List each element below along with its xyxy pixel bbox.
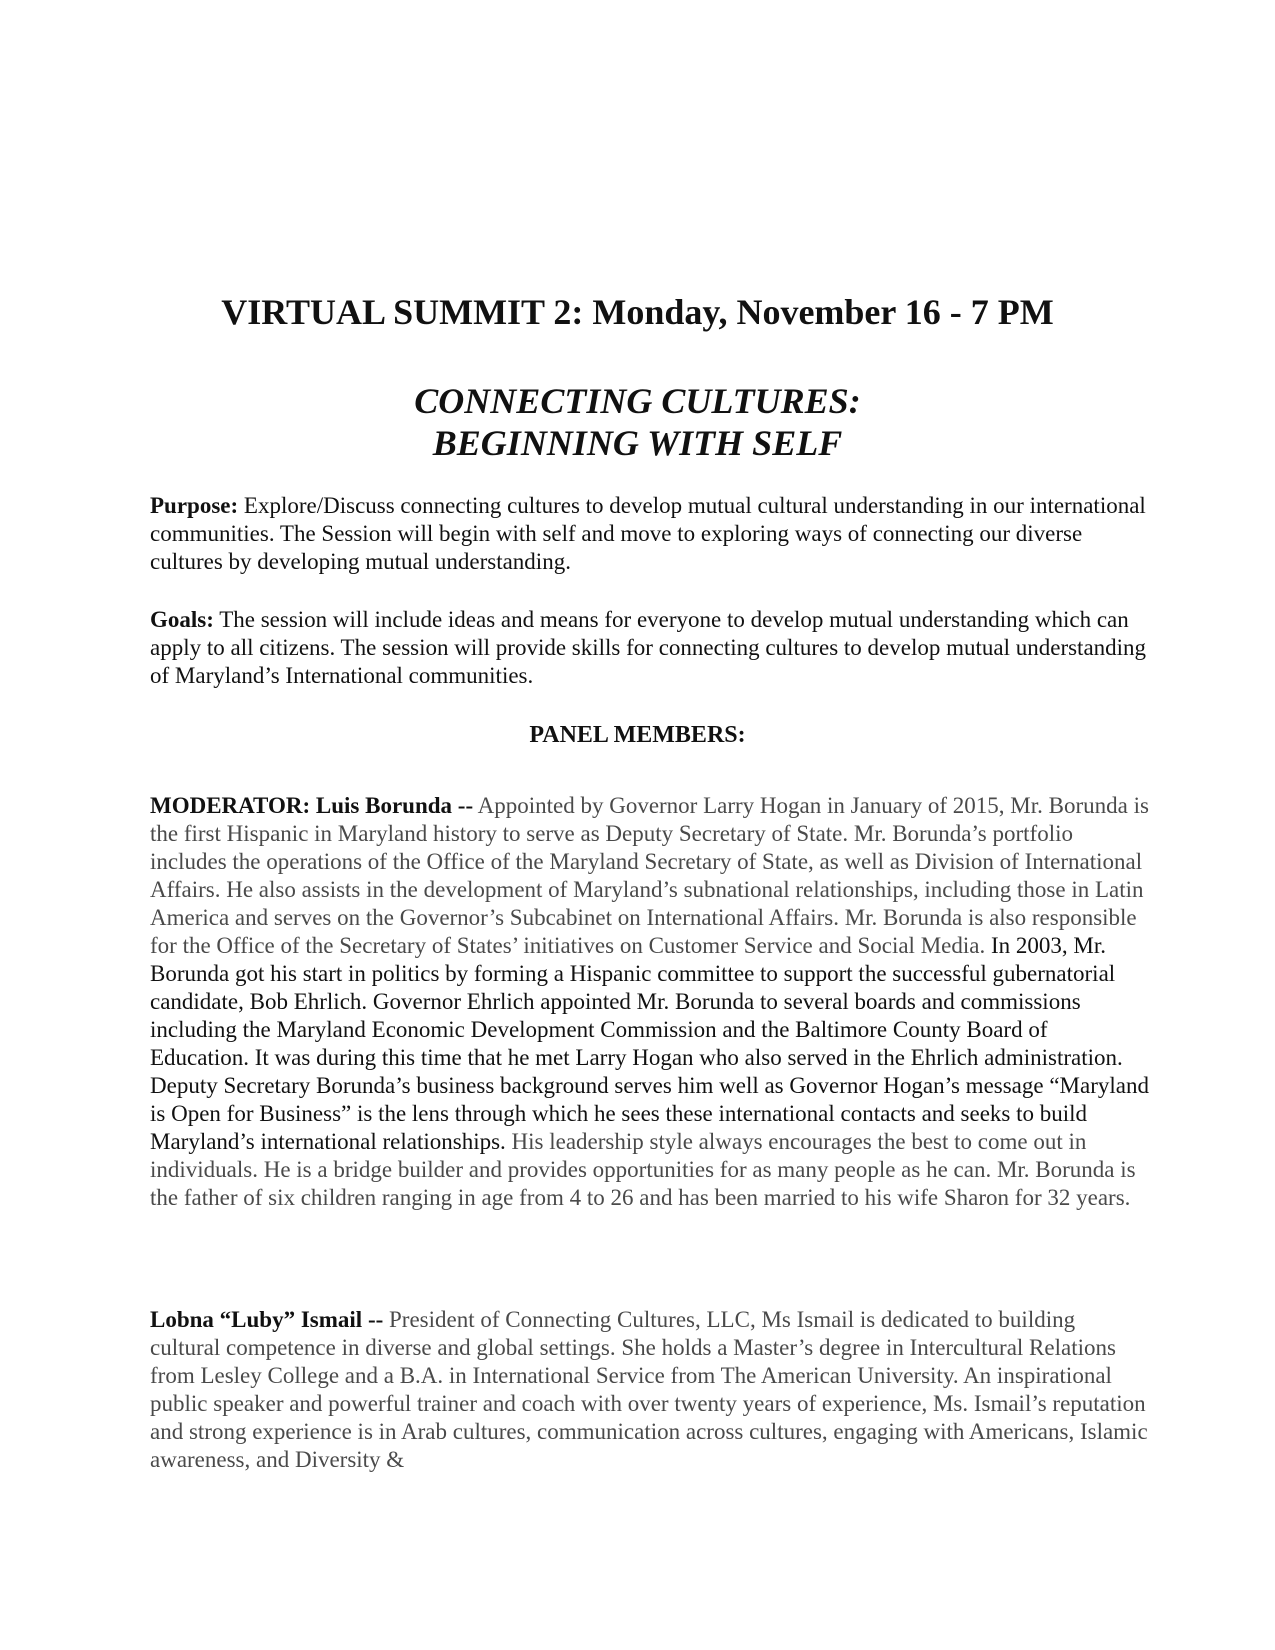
moderator-label: MODERATOR: Luis Borunda -- — [150, 793, 474, 818]
panelist-bio-lobna — [150, 1306, 1150, 1474]
moderator-bio — [150, 792, 1150, 1212]
page-title: VIRTUAL SUMMIT 2: Monday, November 16 - 7 PM — [221, 292, 1054, 332]
moderator-bio-text-3: His leadership style always encourages the best to come out in individuals. He is a bridge builder and provides opportunities for as many people as he can. Mr. Borunda is the father of six children ranging in age from 4 to 26 and has been married to his wife Sharon for 32 years. — [150, 1129, 1136, 1210]
panelist-label-lobna: Lobna “Luby” Ismail -- — [150, 1307, 384, 1332]
subtitle-line-1: CONNECTING CULTURES: — [414, 381, 861, 421]
panelist-bio-text-lobna: President of Connecting Cultures, LLC, Ms Ismail is dedicated to building cultural competence in diverse and global settings. She holds a Master’s degree in Intercultural Relations from Lesley College and a B.A. in International Service from The American University. An inspirational public speaker and powerful trainer and coach with over twenty years of experience, Ms. Ismail’s reputation and strong experience is in Arab cultures, communication across cultures, engaging with Americans, Islamic awareness, and Diversity & — [150, 1307, 1148, 1472]
moderator-bio-text-1: Appointed by Governor Larry Hogan in January of 2015, Mr. Borunda is the first Hispanic in Maryland history to serve as Deputy Secretary of State. Mr. Borunda’s portfolio includes the operations of the Office of the Maryland Secretary of State, as well as Division of International Affairs. He also assists in the development of Maryland’s subnational relationships, including those in Latin America and serves on the Governor’s Subcabinet on International Affairs. Mr. Borunda is also responsible for the Office of the Secretary of States’ initiatives on Customer Service and Social Media. — [150, 793, 1149, 958]
goals-paragraph — [150, 606, 1150, 690]
panel-members-heading: PANEL MEMBERS: — [529, 722, 746, 748]
purpose-paragraph — [150, 492, 1150, 576]
moderator-bio-text-2: In 2003, Mr. Borunda got his start in politics by forming a Hispanic committee to support the successful gubernatorial candidate, Bob Ehrlich. Governor Ehrlich appointed Mr. Borunda to several boards and commissions including the Maryland Economic Development Commission and the Baltimore County Board of Education. It was during this time that he met Larry Hogan who also served in the Ehrlich administration. Deputy Secretary Borunda’s business background serves him well as Governor Hogan’s message “Maryland is Open for Business” is the lens through which he sees these international contacts and seeks to build Maryland’s international relationships. — [150, 933, 1149, 1154]
goals-text: The session will include ideas and means for everyone to develop mutual understanding which can apply to all citizens. The session will provide skills for connecting cultures to develop mutual understanding of Maryland’s International communities. — [150, 607, 1147, 688]
page-subtitle — [0, 380, 1275, 464]
subtitle-line-2: BEGINNING WITH SELF — [432, 423, 843, 463]
purpose-text: Explore/Discuss connecting cultures to develop mutual cultural understanding in our international communities. The Session will begin with self and move to exploring ways of connecting our diverse cultures by developing mutual understanding. — [150, 493, 1146, 574]
goals-label: Goals: — [150, 607, 214, 632]
purpose-label: Purpose: — [150, 493, 239, 518]
